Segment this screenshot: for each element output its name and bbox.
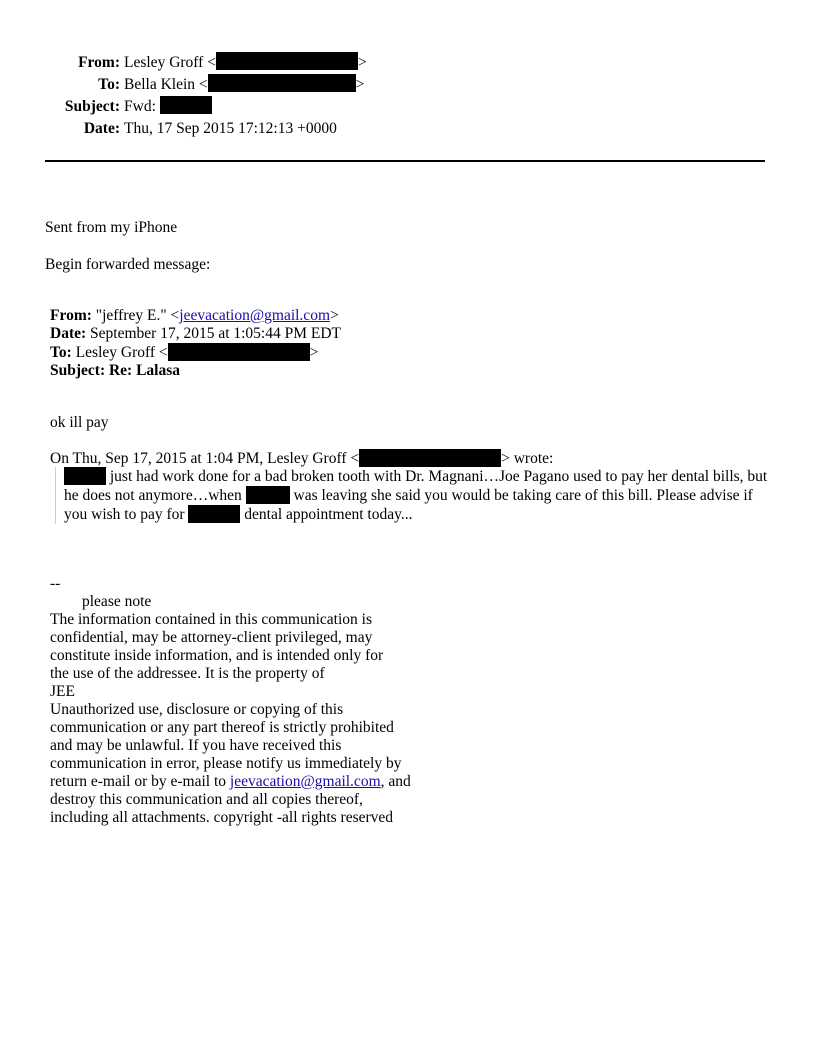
fwd-to-label: To: — [50, 344, 72, 361]
header-divider — [45, 160, 765, 162]
signature-block — [50, 575, 411, 827]
redaction-box — [246, 486, 290, 504]
fwd-subject-row — [50, 362, 341, 380]
header-subject-row — [0, 96, 367, 118]
redaction-box — [160, 96, 212, 114]
disclaimer-line: the use of the addressee. It is the property of — [50, 665, 325, 682]
disclaimer-line: constitute inside information, and is intended only for — [50, 647, 384, 664]
disclaimer-email-line — [50, 773, 411, 791]
date-label: Date: — [83, 120, 120, 137]
disclaimer-line: communication or any part thereof is strictly prohibited — [50, 719, 394, 736]
fwd-subject-label: Subject: — [50, 362, 106, 379]
to-close: > — [355, 76, 365, 93]
fwd-to-value: Lesley Groff < — [75, 344, 168, 361]
disclaimer-line: confidential, may be attorney-client privileged, may — [50, 629, 373, 646]
disclaimer-line: JEE — [50, 683, 75, 700]
quote-intro-before: On Thu, Sep 17, 2015 at 1:04 PM, Lesley Groff < — [50, 450, 360, 467]
redaction-box — [208, 74, 356, 92]
fwd-to-row — [50, 343, 341, 362]
date-value: Thu, 17 Sep 2015 17:12:13 +0000 — [124, 120, 337, 137]
fwd-date-value: September 17, 2015 at 1:05:44 PM EDT — [90, 325, 342, 342]
to-value: Bella Klein < — [124, 76, 208, 93]
header-from-row — [0, 52, 367, 74]
disclaimer-email-link[interactable]: jeevacation@gmail.com — [229, 773, 381, 790]
fwd-from-row — [50, 307, 341, 325]
fwd-from-close: > — [330, 307, 339, 324]
fwd-from-name: "jeffrey E." < — [95, 307, 180, 324]
fwd-from-email-link[interactable]: jeevacation@gmail.com — [179, 307, 330, 324]
please-note-text: please note — [82, 593, 152, 610]
begin-forwarded-text: Begin forwarded message: — [45, 256, 211, 273]
disclaimer-line: and may be unlawful. If you have received this — [50, 737, 342, 754]
fwd-to-close: > — [309, 344, 319, 361]
quote-intro — [50, 449, 553, 468]
fwd-from-label: From: — [50, 307, 92, 324]
redaction-box — [168, 343, 310, 361]
from-value: Lesley Groff < — [124, 54, 216, 71]
quoted-message — [55, 467, 779, 524]
disclaimer-line: destroy this communication and all copies thereof, — [50, 791, 363, 808]
quote-part-2: was leaving she said you would be taking care of this bill. Please advise if you wish to pay for — [64, 487, 753, 523]
forwarded-header — [50, 307, 341, 380]
redaction-box — [359, 449, 501, 467]
fwd-date-row — [50, 325, 341, 343]
redaction-box — [64, 467, 106, 485]
from-label: From: — [78, 54, 120, 71]
disclaimer-line: Unauthorized use, disclosure or copying of this — [50, 701, 344, 718]
quote-part-1: just had work done for a bad broken tooth with Dr. Magnani…Joe Pagano used to pay her dental bills, but he does not anymore…when — [64, 468, 768, 504]
redaction-box — [216, 52, 358, 70]
email-line-before: return e-mail or by e-mail to — [50, 773, 230, 790]
signature-dashes: -- — [50, 575, 61, 592]
email-line-after: , and — [380, 773, 411, 790]
quote-intro-after: > wrote: — [501, 450, 554, 467]
disclaimer-line: including all attachments. copyright -all rights reserved — [50, 809, 394, 826]
fwd-subject-value: Re: Lalasa — [108, 362, 181, 379]
quote-part-3: dental appointment today... — [240, 506, 413, 523]
to-label: To: — [98, 76, 120, 93]
header-to-row — [0, 74, 367, 96]
from-close: > — [357, 54, 367, 71]
sent-from-text: Sent from my iPhone — [45, 219, 178, 236]
reply-text: ok ill pay — [50, 414, 109, 431]
header-date-row — [0, 118, 367, 140]
subject-value: Fwd: — [124, 98, 156, 115]
disclaimer-line: communication in error, please notify us immediately by — [50, 755, 402, 772]
email-header — [0, 52, 367, 140]
fwd-date-label: Date: — [50, 325, 87, 342]
subject-label: Subject: — [64, 98, 120, 115]
redaction-box — [188, 505, 240, 523]
disclaimer-line: The information contained in this communication is — [50, 611, 372, 628]
